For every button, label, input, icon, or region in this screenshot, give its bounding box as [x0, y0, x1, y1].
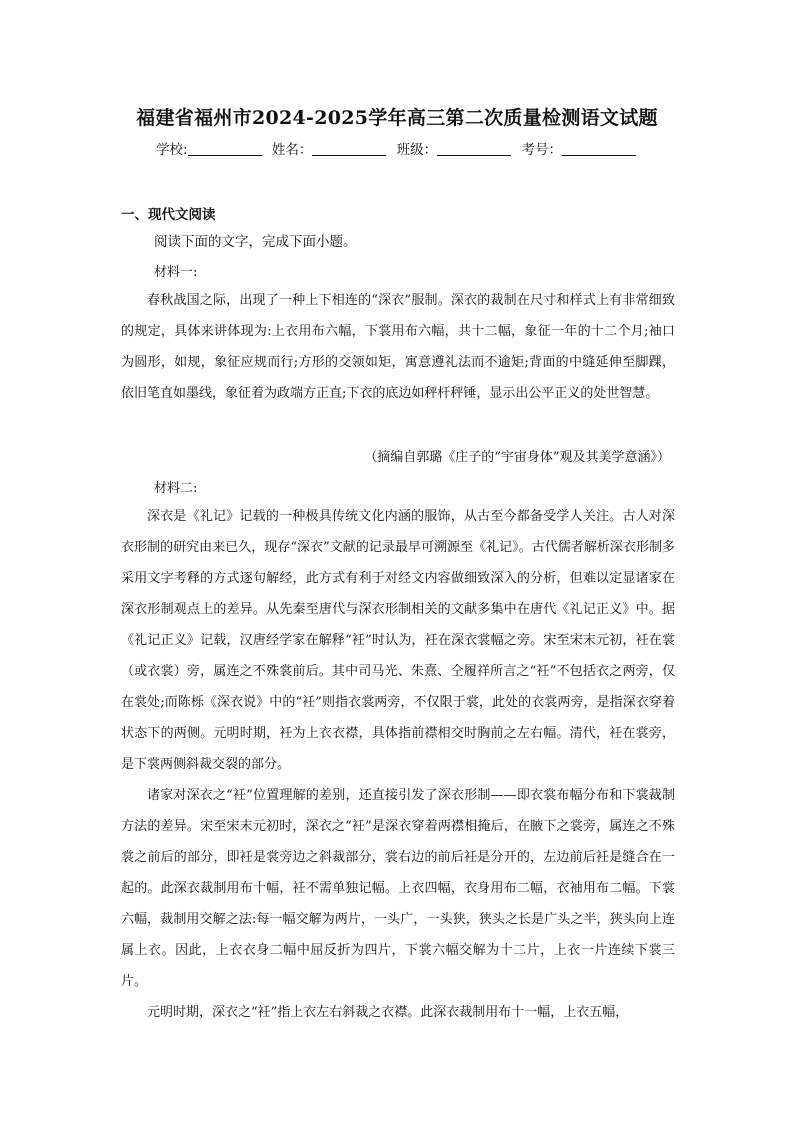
material-2-paragraph-2: 诸家对深衣之“衽”位置理解的差别，还直接引发了深衣形制——即衣裳布幅分布和下裳裁制方法的差异。宋至宋末元初时，深衣之“衽”是深衣穿着两襟相掩后，在腋下之裳旁，属连之不殊裳之前后的部分，即衽是裳旁边之斜裁部分，裳右边的前后衽是分开的，左边前后衽是缝合在一起的。此深衣裁制用布十幅，衽不需单独记幅。上衣四幅，衣身用布二幅，衣袖用布二幅。下裳六幅，裁制用交解之法:每一幅交解为两片，一头广，一头狭，狭头之长是广头之半，狭头向上连属上衣。因此，上衣衣身二幅中屈反折为四片，下裳六幅交解为十二片，上衣一片连续下裳三片。: [121, 788, 675, 989]
material-1-source: （摘编自郭璐《庄子的“宇宙身体”观及其美学意涵》）: [364, 450, 670, 465]
material-1-body: [121, 285, 675, 409]
school-blank: [188, 142, 262, 156]
name-blank: [312, 142, 386, 156]
class-label: 班级：: [396, 142, 438, 158]
exam-number-label: 考号：: [521, 142, 562, 158]
school-label: 学校:: [156, 142, 188, 158]
material-2-body: [121, 501, 675, 1028]
class-blank: [437, 142, 511, 156]
section-heading: 一、现代文阅读: [121, 207, 216, 223]
exam-number-blank: [562, 142, 636, 156]
student-info-line: [0, 138, 794, 158]
document-title: 福建省福州市2024-2025学年高三第二次质量检测语文试题: [136, 107, 658, 129]
material-2-label: 材料二:: [154, 481, 198, 496]
material-2-paragraph-1: 深衣是《礼记》记载的一种极具传统文化内涵的服饰，从古至今都备受学人关注。古人对深衣形制的研究由来已久，现存“深衣”文献的记录最早可溯源至《礼记》。古代儒者解析深衣形制多采用文字考释的方式逐句解经，此方式有利于对经文内容做细致深入的分析，但难以定显诸家在深衣形制观点上的差异。从先秦至唐代与深衣形制相关的文献多集中在唐代《礼记正义》中。据《礼记正义》记载，汉唐经学家在解释“衽”时认为，衽在深衣裳幅之旁。宋至宋末元初，衽在裳（或衣裳）旁，属连之不殊裳前后。其中司马光、朱熹、仝履祥所言之“衽”不包括衣之两旁，仅在裳处;而陈栎《深衣说》中的“衽”则指衣裳两旁，不仅限于裳，此处的衣裳两旁，是指深衣穿着状态下的两侧。元明时期，衽为上衣衣襟，具体指前襟相交时胸前之左右幅。清代，衽在裳旁，是下裳两侧斜裁交裂的部分。: [121, 509, 675, 772]
name-label: 姓名：: [271, 142, 313, 158]
material-1-paragraph: 春秋战国之际，出现了一种上下相连的“深衣”服制。深衣的裁制在尺寸和样式上有非常细致的规定，具体来讲体现为:上衣用布六幅，下裳用布六幅，共十二幅，象征一年的十二个月;袖口为圆形，如规，象征应规而行;方形的交领如矩，寓意遵礼法而不逾矩;背面的中缝延伸至脚踝，依旧笔直如墨线，象征着为政端方正直;下衣的底边如秤杆秤锤，显示出公平正义的处世智慧。: [121, 293, 675, 401]
material-2-paragraph-3: 元明时期，深衣之“衽”指上衣左右斜裁之衣襟。此深衣裁制用布十一幅，上衣五幅，: [147, 1005, 629, 1020]
instruction-text: 阅读下面的文字，完成下面小题。: [154, 234, 357, 250]
material-1-label: 材料一:: [154, 265, 198, 280]
